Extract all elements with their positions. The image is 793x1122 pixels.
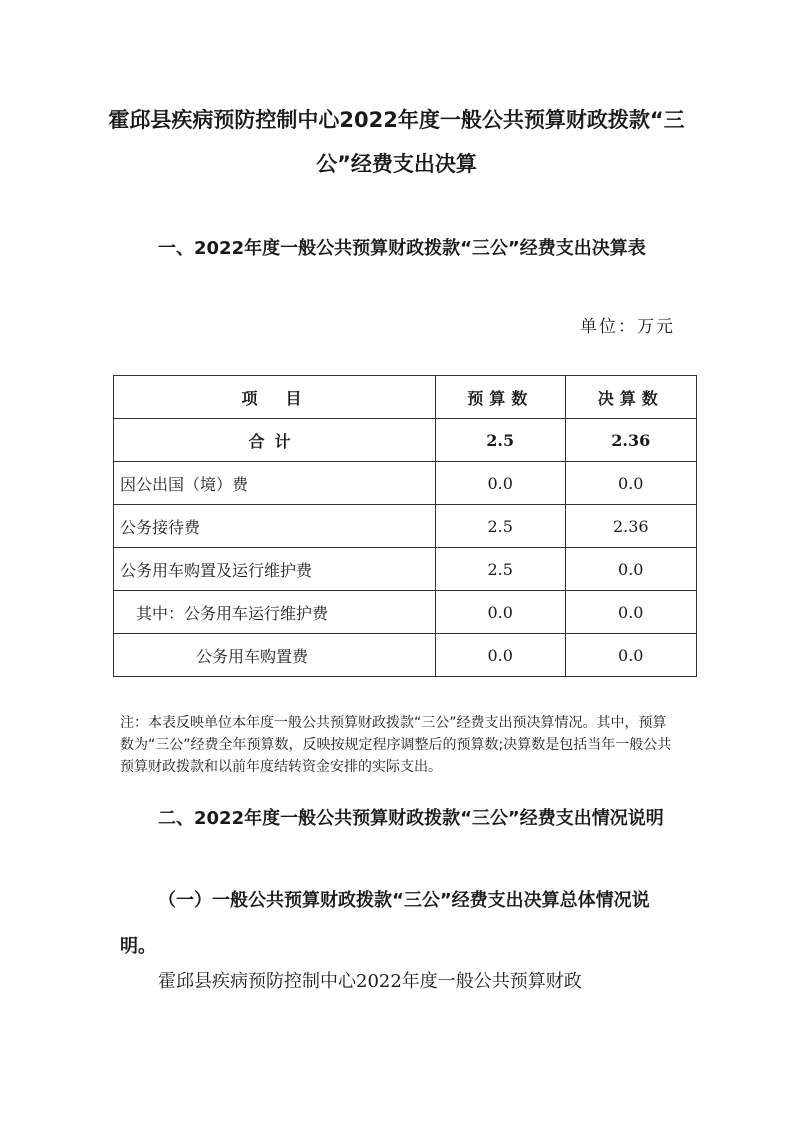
header-final: 决算数	[565, 376, 697, 419]
row-budget: 0.0	[435, 634, 565, 677]
header-budget: 预算数	[435, 376, 565, 419]
row-final: 0.0	[565, 634, 697, 677]
row-final: 0.0	[565, 462, 697, 505]
row-final: 0.0	[565, 591, 697, 634]
total-budget: 2.5	[435, 419, 565, 462]
row-final: 2.36	[565, 505, 697, 548]
row-label: 公务接待费	[114, 505, 436, 548]
row-budget: 0.0	[435, 591, 565, 634]
section2-heading: 二、2022年度一般公共预算财政拨款“三公”经费支出情况说明	[158, 808, 664, 829]
row-label: 公务用车购置及运行维护费	[114, 548, 436, 591]
row-budget: 2.5	[435, 548, 565, 591]
table-row	[114, 505, 697, 548]
subsection1-heading: （一）一般公共预算财政拨款“三公”经费支出决算总体情况说明。	[120, 890, 650, 957]
unit-label: 单位：万元	[580, 317, 675, 337]
row-label: 因公出国（境）费	[114, 462, 436, 505]
row-budget: 0.0	[435, 462, 565, 505]
total-label: 合计	[114, 419, 436, 462]
table-row	[114, 462, 697, 505]
document-title: 霍邱县疾病预防控制中心2022年度一般公共预算财政拨款“三公”经费支出决算	[108, 108, 685, 176]
table-row	[114, 548, 697, 591]
table-note: 注：本表反映单位本年度一般公共预算财政拨款“三公”经费支出预决算情况。其中，预算数为“三公”经费全年预算数，反映按规定程序调整后的预算数;决算数是包括当年一般公共预算财政拨款和以前年度结转资金安排的实际支出。	[120, 715, 672, 775]
row-final: 0.0	[565, 548, 697, 591]
body-paragraph: 霍邱县疾病预防控制中心2022年度一般公共预算财政	[158, 971, 582, 992]
total-final: 2.36	[565, 419, 697, 462]
table-header-row	[114, 376, 697, 419]
section1-heading: 一、2022年度一般公共预算财政拨款“三公”经费支出决算表	[158, 238, 646, 259]
row-budget: 2.5	[435, 505, 565, 548]
table-row	[114, 634, 697, 677]
table-row-total	[114, 419, 697, 462]
header-item: 项 目	[114, 376, 436, 419]
three-public-expenses-table	[113, 375, 697, 677]
row-label: 公务用车购置费	[114, 634, 436, 677]
table-row	[114, 591, 697, 634]
row-label: 其中：公务用车运行维护费	[114, 591, 436, 634]
